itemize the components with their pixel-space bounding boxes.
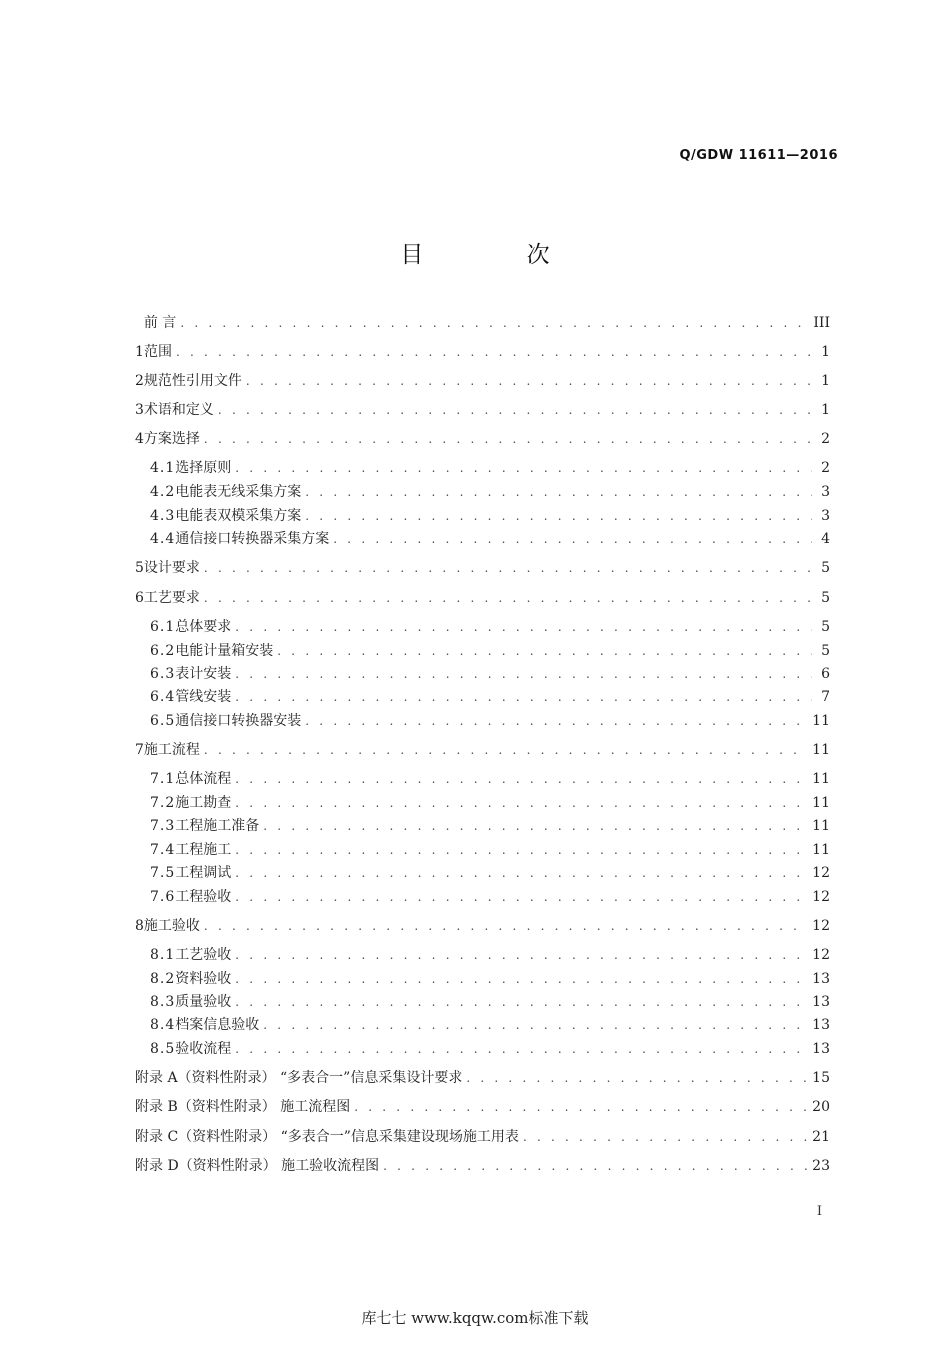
toc-entry[interactable] (135, 400, 830, 420)
toc-entry-number: 4 (135, 431, 144, 447)
toc-entry-title: 术语和定义 (143, 402, 214, 418)
toc-entry-title: 资料验收 (175, 971, 232, 987)
toc-entry-page: 12 (812, 865, 830, 881)
toc-entry-number: 8.2 (150, 971, 176, 987)
toc-entry-number: 4.1 (150, 460, 176, 476)
toc-entry[interactable] (135, 1068, 830, 1088)
toc-entry-title: 档案信息验收 (175, 1017, 260, 1033)
toc-dot-leader (523, 1127, 808, 1147)
toc-dot-leader (235, 887, 808, 907)
toc-entry-title: 施工验收 (143, 918, 200, 934)
toc-entry-page: 13 (812, 1017, 830, 1033)
toc-dot-leader (235, 617, 812, 637)
toc-entry-page: 5 (821, 590, 830, 606)
toc-dot-leader (263, 1015, 808, 1035)
toc-entry-title: 总体流程 (175, 771, 232, 787)
toc-entry-number: 7.2 (150, 795, 176, 811)
toc-entry[interactable] (150, 992, 830, 1012)
toc-entry-number: 7.3 (150, 818, 176, 834)
toc-entry-page: 12 (812, 889, 830, 905)
toc-entry-title: 选择原则 (175, 460, 232, 476)
toc-entry-page: 4 (821, 531, 830, 547)
toc-entry[interactable] (150, 887, 830, 907)
toc-entry[interactable] (150, 711, 830, 731)
toc-dot-leader (354, 1097, 808, 1117)
toc-entry-page: 5 (821, 643, 830, 659)
document-code: Q/GDW 11611—2016 (679, 148, 838, 163)
toc-entry-title: 质量验收 (175, 994, 232, 1010)
toc-entry-page: 13 (812, 971, 830, 987)
toc-entry-number: 6.4 (150, 689, 176, 705)
toc-entry-number: 6 (135, 590, 144, 606)
toc-entry-title: 设计要求 (143, 560, 200, 576)
toc-entry-page: 15 (812, 1070, 830, 1086)
toc-entry[interactable] (135, 558, 830, 578)
toc-entry[interactable] (150, 945, 830, 965)
toc-entry-title: 电能表双模采集方案 (175, 508, 302, 524)
toc-entry[interactable] (135, 916, 830, 936)
toc-entry-title: 通信接口转换器采集方案 (175, 531, 330, 547)
toc-entry-title: 电能表无线采集方案 (175, 484, 302, 500)
toc-dot-leader (204, 740, 808, 760)
toc-dot-leader (176, 342, 812, 362)
toc-entry-number: 6.2 (150, 643, 176, 659)
toc-entry-page: 7 (821, 689, 830, 705)
toc-dot-leader (235, 458, 812, 478)
toc-entry-title: 附录 D（资料性附录） 施工验收流程图 (135, 1158, 380, 1174)
toc-entry[interactable] (150, 506, 830, 526)
toc-dot-leader (235, 863, 808, 883)
toc-entry[interactable] (150, 458, 830, 478)
toc-dot-leader (235, 945, 808, 965)
toc-dot-leader (180, 313, 809, 333)
toc-entry-number: 1 (135, 344, 144, 360)
toc-entry-page: 5 (821, 560, 830, 576)
toc-entry-title: 电能计量箱安装 (175, 643, 274, 659)
toc-entry[interactable] (150, 969, 830, 989)
toc-entry-page: 5 (821, 619, 830, 635)
toc-entry-number: 4.2 (150, 484, 176, 500)
toc-entry-number: 4.3 (150, 508, 176, 524)
toc-dot-leader (246, 371, 812, 391)
toc-entry-page: 23 (812, 1158, 830, 1174)
toc-dot-leader (305, 711, 808, 731)
toc-dot-leader (204, 429, 812, 449)
toc-entry-title: 工程施工 (175, 842, 232, 858)
toc-entry-title: 验收流程 (175, 1041, 232, 1057)
toc-entry-page: 1 (821, 373, 830, 389)
toc-entry[interactable] (150, 664, 830, 684)
toc-dot-leader (204, 588, 812, 608)
toc-entry[interactable] (135, 342, 830, 362)
footer-watermark: 库七七 www.kqqw.com标准下载 (361, 1309, 589, 1327)
toc-entry-title: 工程施工准备 (175, 818, 260, 834)
toc-entry-page: 11 (812, 842, 830, 858)
toc-entry-page: 11 (812, 771, 830, 787)
toc-dot-leader (218, 400, 812, 420)
toc-entry[interactable] (135, 740, 830, 760)
page-number: I (816, 1204, 822, 1219)
toc-entry-page: 12 (812, 947, 830, 963)
toc-entry-page: 11 (812, 818, 830, 834)
toc-entry[interactable] (135, 429, 830, 449)
toc-entry[interactable] (150, 641, 830, 661)
toc-entry-page: 3 (821, 484, 830, 500)
toc-entry-page: 11 (812, 713, 830, 729)
toc-entry-page: 21 (812, 1129, 830, 1145)
toc-entry-page: 13 (812, 1041, 830, 1057)
toc-entry-number: 6.5 (150, 713, 176, 729)
toc-entry[interactable] (150, 1039, 830, 1059)
toc-entry-title: 附录 C（资料性附录） “多表合一”信息采集建设现场施工用表 (135, 1129, 519, 1145)
toc-entry[interactable] (150, 1015, 830, 1035)
toc-entry-title: 施工流程 (143, 742, 200, 758)
toc-entry-number: 6.3 (150, 666, 176, 682)
toc-entry-title: 工程调试 (175, 865, 232, 881)
toc-entry-title: 表计安装 (175, 666, 232, 682)
toc-entry-page: 11 (812, 795, 830, 811)
toc-entry[interactable] (135, 371, 830, 391)
toc-entry-page: 12 (812, 918, 830, 934)
toc-entry-title: 方案选择 (143, 431, 200, 447)
toc-entry-number: 7.6 (150, 889, 176, 905)
toc-dot-leader (333, 529, 812, 549)
toc-entry-number: 7.4 (150, 842, 176, 858)
toc-dot-leader (235, 769, 808, 789)
toc-entry[interactable] (135, 1127, 830, 1147)
toc-entry[interactable] (150, 769, 830, 789)
toc-entry-number: 5 (135, 560, 144, 576)
toc-entry-number: 8.4 (150, 1017, 176, 1033)
toc-entry-title: 附录 B（资料性附录） 施工流程图 (135, 1099, 351, 1115)
toc-entry-number: 7 (135, 742, 144, 758)
toc-entry-number: 6.1 (150, 619, 176, 635)
toc-entry-page: 3 (821, 508, 830, 524)
toc-entry-page: 2 (821, 460, 830, 476)
toc-entry-page: 6 (821, 666, 830, 682)
toc-entry-number: 3 (135, 402, 144, 418)
toc-entry-page: III (813, 315, 830, 331)
toc-entry[interactable] (150, 840, 830, 860)
toc-dot-leader (204, 558, 812, 578)
toc-dot-leader (263, 816, 808, 836)
toc-entry[interactable] (150, 617, 830, 637)
toc-dot-leader (235, 793, 808, 813)
toc-entry-title: 施工勘查 (175, 795, 232, 811)
toc-entry-title: 工艺验收 (175, 947, 232, 963)
toc-entry[interactable] (135, 1097, 830, 1117)
toc-entry-page: 2 (821, 431, 830, 447)
toc-dot-leader (305, 506, 812, 526)
toc-entry-number: 7.5 (150, 865, 176, 881)
toc-entry[interactable] (150, 687, 830, 707)
toc-entry-title: 前 言 (143, 315, 177, 331)
toc-entry[interactable] (150, 529, 830, 549)
toc-entry[interactable] (150, 863, 830, 883)
toc-entry[interactable] (135, 313, 830, 333)
toc-entry-title: 工艺要求 (143, 590, 200, 606)
toc-entry[interactable] (150, 793, 830, 813)
toc-entry-number: 8.5 (150, 1041, 176, 1057)
toc-entry-number: 4.4 (150, 531, 176, 547)
toc-dot-leader (235, 664, 812, 684)
toc-entry-title: 管线安装 (175, 689, 232, 705)
toc-entry[interactable] (150, 816, 830, 836)
toc-entry-title: 通信接口转换器安装 (175, 713, 302, 729)
toc-dot-leader (235, 687, 812, 707)
toc-entry-number: 7.1 (150, 771, 176, 787)
toc-entry-number: 8 (135, 918, 144, 934)
toc-entry-page: 20 (812, 1099, 830, 1115)
toc-dot-leader (383, 1156, 808, 1176)
toc-entry-page: 13 (812, 994, 830, 1010)
toc-entry-number: 8.1 (150, 947, 176, 963)
toc-dot-leader (235, 840, 808, 860)
toc-entry-title: 规范性引用文件 (143, 373, 242, 389)
toc-entry[interactable] (135, 1156, 830, 1176)
toc-dot-leader (235, 992, 808, 1012)
toc-dot-leader (204, 916, 808, 936)
toc-entry[interactable] (150, 482, 830, 502)
toc-entry-number: 2 (135, 373, 144, 389)
toc-entry-title: 范围 (143, 344, 172, 360)
toc-entry-title: 工程验收 (175, 889, 232, 905)
toc-entry-page: 11 (812, 742, 830, 758)
toc-entry-title: 总体要求 (175, 619, 232, 635)
toc-entry-title: 附录 A（资料性附录） “多表合一”信息采集设计要求 (135, 1070, 463, 1086)
page-title: 目 次 (400, 242, 598, 268)
toc-entry-number: 8.3 (150, 994, 176, 1010)
toc-dot-leader (277, 641, 812, 661)
toc-dot-leader (235, 969, 808, 989)
toc-dot-leader (466, 1068, 808, 1088)
toc-dot-leader (305, 482, 812, 502)
toc-entry-page: 1 (821, 344, 830, 360)
toc-entry[interactable] (135, 588, 830, 608)
toc-entry-page: 1 (821, 402, 830, 418)
toc-dot-leader (235, 1039, 808, 1059)
